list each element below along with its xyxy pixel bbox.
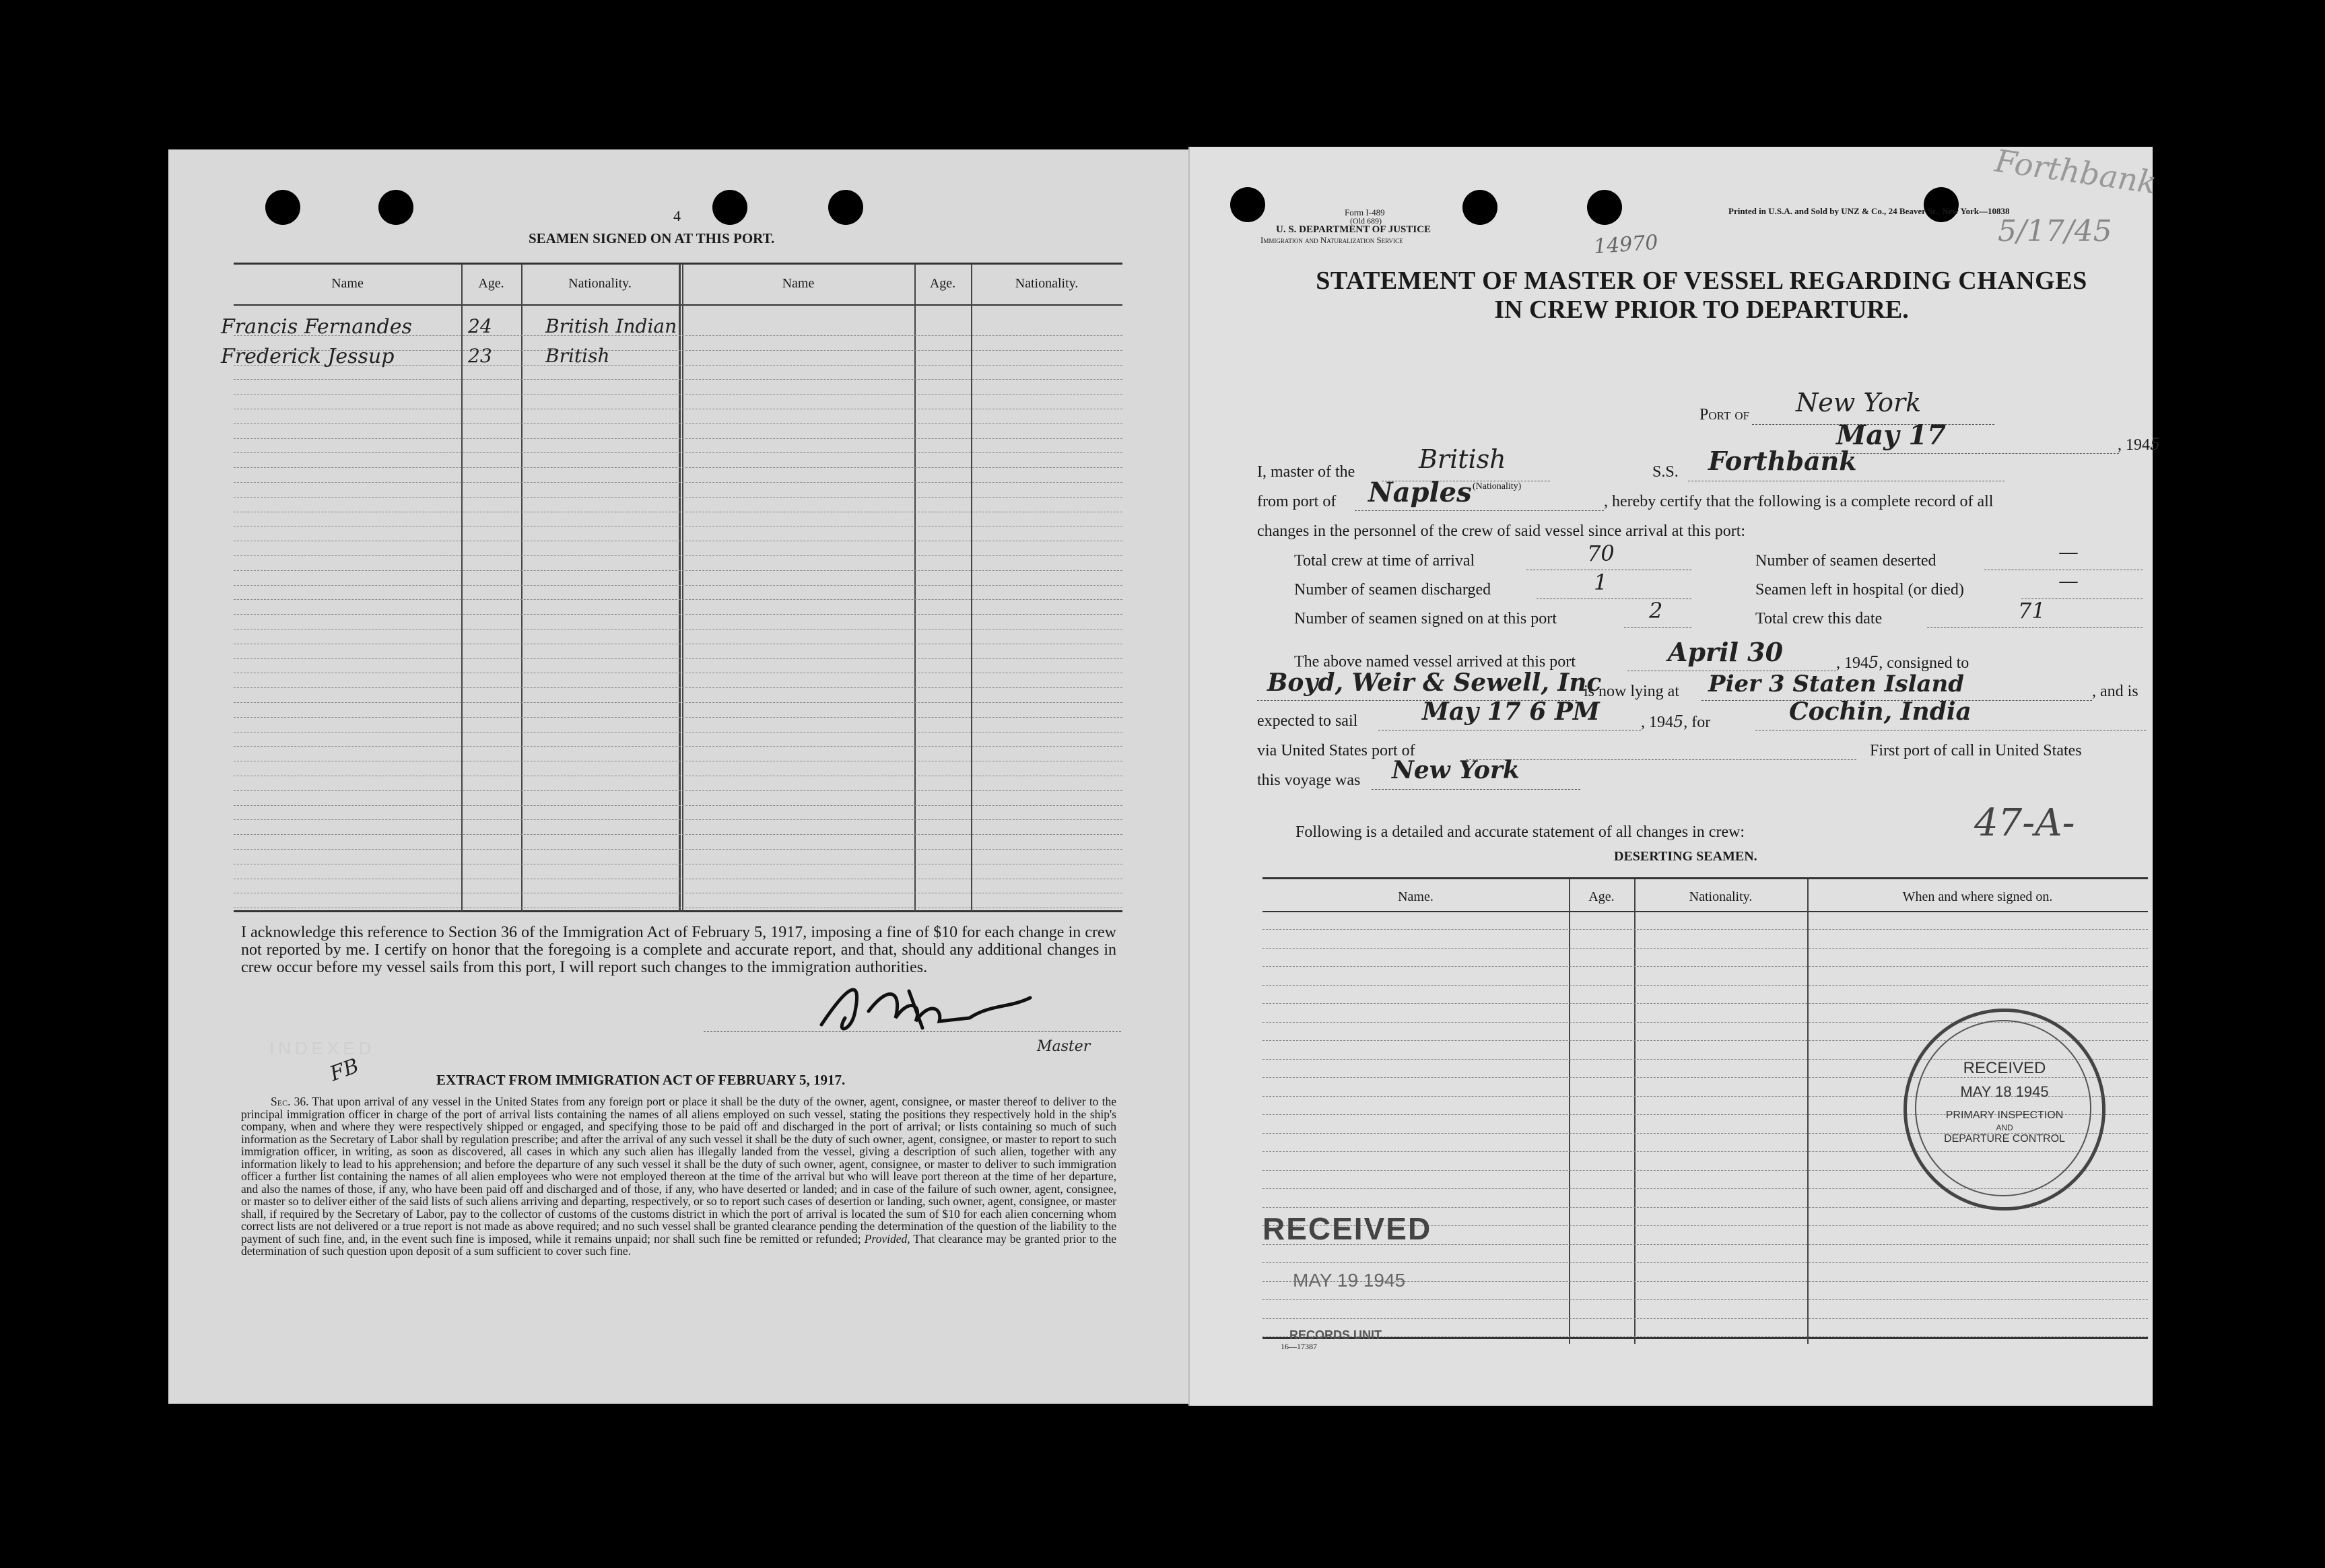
row-line <box>234 746 1122 747</box>
voyage-line <box>1372 789 1580 790</box>
consignee-value: Boyd, Weir & Sewell, Inc <box>1267 669 1602 697</box>
total-date-value: 71 <box>2018 598 2046 623</box>
lying-value: Pier 3 Staten Island <box>1708 671 1965 697</box>
indexed-stamp: INDEXED <box>269 1038 376 1058</box>
punch-hole <box>712 190 747 225</box>
row-line <box>1262 1262 2148 1263</box>
discharged-value: 1 <box>1594 570 1608 595</box>
ss-label: S.S. <box>1652 463 1679 481</box>
print-code: 16—17387 <box>1281 1342 1317 1351</box>
total-arrival-label: Total crew at time of arrival <box>1294 552 1475 570</box>
deserting-title: DESERTING SEAMEN. <box>1614 849 1757 864</box>
column-divider <box>679 264 681 912</box>
stamp-inner-ring <box>1915 1020 2091 1196</box>
row-line <box>234 452 1122 453</box>
total-date-line <box>1927 627 2143 628</box>
crew-nationality: British Indian <box>545 315 677 337</box>
column-header-name: Name <box>331 276 364 291</box>
row-line <box>234 702 1122 703</box>
column-header-age: Age. <box>478 276 504 291</box>
row-line <box>234 394 1122 395</box>
lying-label: is now lying at <box>1584 683 1679 700</box>
row-line <box>1262 966 2148 967</box>
changes-text: changes in the personnel of the crew of said vessel since arrival at this port: <box>1257 522 1746 540</box>
row-line <box>234 658 1122 659</box>
total-arrival-value: 70 <box>1587 541 1615 566</box>
row-line <box>234 687 1122 688</box>
expected-label: expected to sail <box>1257 712 1358 730</box>
row-line <box>1262 929 2148 930</box>
column-divider <box>914 264 916 912</box>
from-port-line <box>1355 510 1604 511</box>
column-divider <box>1634 879 1636 1344</box>
extract-title: EXTRACT FROM IMMIGRATION ACT OF FEBRUARY 5, 1917. <box>436 1072 846 1088</box>
year-digit: 5 <box>2150 435 2161 454</box>
signed-on-label: Number of seamen signed on at this port <box>1294 610 1557 627</box>
nationality-caption: (Nationality) <box>1473 481 1522 491</box>
via-line <box>1466 759 1856 760</box>
crew-nationality: British <box>545 345 610 367</box>
and-is-label: , and is <box>2092 683 2138 700</box>
table-bottom-rule <box>234 910 1122 912</box>
row-line <box>234 834 1122 835</box>
signature-line <box>704 1031 1121 1032</box>
row-line <box>234 614 1122 615</box>
arrived-label: The above named vessel arrived at this port <box>1294 653 1576 671</box>
old-form-number: (Old 689) <box>1350 216 1382 226</box>
master-of-label: I, master of the <box>1257 463 1355 481</box>
first-port-label: First port of call in United States <box>1870 742 2082 759</box>
handwritten-number: 14970 <box>1592 230 1659 259</box>
handwritten-ship-name: Forthbank <box>1992 142 2159 201</box>
year-label <box>2118 435 2160 454</box>
provided-label: Provided, <box>864 1231 910 1246</box>
row-line <box>1262 1336 2148 1337</box>
form-title-line2: IN CREW PRIOR TO DEPARTURE. <box>1494 296 1909 324</box>
service-name: Immigration and Naturalization Service <box>1260 235 1403 245</box>
punch-hole <box>265 190 300 225</box>
from-port-label: from port of <box>1257 493 1337 510</box>
certify-text: , hereby certify that the following is a complete record of all <box>1604 493 1994 510</box>
column-divider <box>1569 879 1570 1344</box>
received-circular-stamp <box>1903 1009 2105 1211</box>
discharged-label: Number of seamen discharged <box>1294 581 1491 599</box>
punch-hole <box>1924 187 1959 222</box>
received-date-stamp: MAY 19 1945 <box>1293 1270 1406 1291</box>
column-header-name: Name <box>782 276 815 291</box>
row-line <box>234 497 1122 498</box>
signed-on-value: 2 <box>1649 598 1663 623</box>
master-label: Master <box>1037 1038 1091 1055</box>
form-title-line1: STATEMENT OF MASTER OF VESSEL REGARDING CHANGES <box>1316 267 2087 295</box>
handwritten-code: 47-A- <box>1974 801 2075 845</box>
column-header-nationality: Nationality. <box>1015 276 1079 291</box>
table-top-rule <box>234 263 1122 265</box>
destination-value: Cochin, India <box>1789 697 1972 726</box>
handwritten-date: 5/17/45 <box>1998 214 2112 248</box>
stamp-received: RECEIVED <box>1963 1059 2046 1077</box>
year-prefix: , 194 <box>2118 436 2150 454</box>
hospital-label: Seamen left in hospital (or died) <box>1755 581 1964 599</box>
punch-hole <box>1230 187 1265 222</box>
row-line <box>1262 948 2148 949</box>
arrived-year <box>1836 653 1969 673</box>
port-label: Port of <box>1699 406 1750 423</box>
expected-year-prefix: , 194 <box>1641 714 1673 731</box>
row-line <box>234 570 1122 571</box>
row-line <box>234 849 1122 850</box>
deserted-label: Number of seamen deserted <box>1755 552 1936 570</box>
row-line <box>1262 1318 2148 1319</box>
extract-body <box>241 1095 1116 1258</box>
port-value: New York <box>1796 388 1922 417</box>
arrived-year-prefix: , 194 <box>1836 654 1868 672</box>
voyage-value: New York <box>1392 756 1520 784</box>
column-header-nationality: Nationality. <box>568 276 632 291</box>
row-line <box>234 482 1122 483</box>
row-line <box>234 379 1122 380</box>
signed-on-line <box>1624 627 1691 628</box>
stamp-and: AND <box>1996 1123 2013 1132</box>
records-unit-stamp: RECORDS UNIT <box>1289 1328 1382 1342</box>
handwritten-initials: FB <box>327 1054 362 1087</box>
column-header-age: Age. <box>929 276 956 291</box>
received-stamp: RECEIVED <box>1262 1211 1432 1246</box>
extract-end: That clearance may be granted prior to the determination of such question upon deposit of a sum sufficient to cover such fine. <box>241 1231 1117 1258</box>
deserting-table-bottom-rule <box>1262 1337 2148 1339</box>
deserting-table-header-rule <box>1262 911 2148 912</box>
stamp-line1: PRIMARY INSPECTION <box>1945 1110 2064 1121</box>
crew-name: Francis Fernandes <box>221 315 412 339</box>
column-divider <box>461 264 463 912</box>
column-divider <box>521 264 523 912</box>
row-line <box>1262 985 2148 986</box>
expected-value: May 17 6 PM <box>1422 697 1600 726</box>
row-line <box>1262 1003 2148 1004</box>
arrived-year-digit: 5 <box>1868 653 1879 672</box>
date-value: May 17 <box>1836 419 1947 451</box>
column-header-name: Name. <box>1398 889 1434 904</box>
row-line <box>234 819 1122 820</box>
nationality-value: British <box>1419 444 1506 474</box>
right-page <box>1188 142 2161 1406</box>
crew-age: 23 <box>468 345 492 367</box>
department: U. S. DEPARTMENT OF JUSTICE <box>1276 224 1431 235</box>
total-date-label: Total crew this date <box>1755 610 1883 627</box>
row-line <box>234 585 1122 586</box>
form-number: Form I-489 <box>1345 207 1385 217</box>
arrived-value: April 30 <box>1668 637 1784 667</box>
punch-hole <box>1462 190 1497 225</box>
section-label: Sec. 36. <box>271 1095 309 1108</box>
section-title: SEAMEN SIGNED ON AT THIS PORT. <box>529 230 775 246</box>
row-line <box>234 599 1122 600</box>
column-divider <box>682 264 683 912</box>
table-header-rule <box>234 304 1122 306</box>
stamp-date: MAY 18 1945 <box>1960 1083 2049 1100</box>
deserting-table-top-rule <box>1262 877 2148 879</box>
row-line <box>234 790 1122 791</box>
column-header-when-where: When and where signed on. <box>1902 889 2053 904</box>
from-port-value: Naples <box>1368 477 1472 508</box>
row-line <box>234 555 1122 556</box>
crew-name: Frederick Jessup <box>221 345 395 368</box>
punch-hole <box>828 190 863 225</box>
row-line <box>234 467 1122 468</box>
master-signature <box>808 971 1064 1045</box>
left-page <box>168 149 1188 1404</box>
column-header-age: Age. <box>1588 889 1615 904</box>
extract-text: That upon arrival of any vessel in the United States from any foreign port or place it shall be the duty of the owner, agent, consignee, or master thereof to deliver to the principal immigration officer in charge of the port of arrival lists containing the names of all aliens employed on such vessel, stating the positions they respectively hold in the ship's company, when and where they were respectively shipped or engaged, and specifying those to be paid off and discharged in the port of arrival; or lists containing so much of such information as the Secretary of Labor shall by regulation prescribe; and after the arrival of any such vessel it shall be the duty of such owner, agent, consignee, or master to report to such immigration officer, in writing, as soon as discovered, all cases in which any such alien has illegally landed from the vessel, giving a description of such alien, together with any information likely to lead to his apprehension; and before the departure of any such vessel it shall be the duty of such owner, agent, consignee, or master to deliver to such immigration officer a further list containing the names of all alien employees who were not employed thereon at the time of the arrival but who will leave port thereon at the time of her departure, and also the names of those, if any, who have been paid off and discharged and of those, if any, who have deserted or landed; and in case of the failure of such owner, agent, consignee, or master so to deliver either of the said lists of such aliens arriving and departing, respectively, or so to report such cases of desertion or landing, such owner, agent, consignee, or master shall, if required by the Secretary of Labor, pay to the collector of customs of the customs district in which the port of arrival is located the sum of $10 for each alien concerning whom correct lists are not delivered or a true report is not made as above required; and no such vessel shall be granted clearance pending the determination of the question of the liability to the payment of such fine, and, in the event such fine is imposed, while it remains unpaid; nor shall such fine be remitted or refunded; <box>241 1095 1116 1246</box>
expected-year-digit: 5 <box>1673 712 1684 731</box>
stamp-line2: DEPARTURE CONTROL <box>1944 1133 2065 1145</box>
punch-hole <box>1587 190 1622 225</box>
column-divider <box>971 264 972 912</box>
row-line <box>234 717 1122 718</box>
column-divider <box>1807 879 1809 1344</box>
expected-year <box>1641 712 1710 732</box>
deserted-value: — <box>2058 541 2079 564</box>
crew-age: 24 <box>468 315 492 337</box>
row-line <box>234 438 1122 439</box>
page-number: 4 <box>673 207 681 224</box>
column-header-nationality: Nationality. <box>1689 889 1753 904</box>
punch-hole <box>378 190 413 225</box>
voyage-label: this voyage was <box>1257 772 1361 789</box>
printer-info: Printed in U.S.A. and Sold by UNZ & Co., 24 Beaver St., New York—10838 <box>1728 206 2010 216</box>
row-line <box>1262 1299 2148 1300</box>
following-text: Following is a detailed and accurate statement of all changes in crew: <box>1295 823 1745 841</box>
hospital-value: — <box>2058 570 2079 593</box>
for-label: , for <box>1683 714 1711 731</box>
row-line <box>234 805 1122 806</box>
row-line <box>234 423 1122 424</box>
consigned-to-label: , consigned to <box>1879 654 1969 672</box>
ship-value: Forthbank <box>1708 446 1857 476</box>
acknowledgment-text: I acknowledge this reference to Section 36 of the Immigration Act of February 5, 1917, imposing a fine of $10 for each change in crew not reported by me. I certify on honor that the foregoing is a complete and accurate report, and that, should any additional changes in crew occur before my vessel sails from this port, I will report such changes to the immigration authorities. <box>241 924 1116 976</box>
via-label: via United States port of <box>1257 742 1415 759</box>
